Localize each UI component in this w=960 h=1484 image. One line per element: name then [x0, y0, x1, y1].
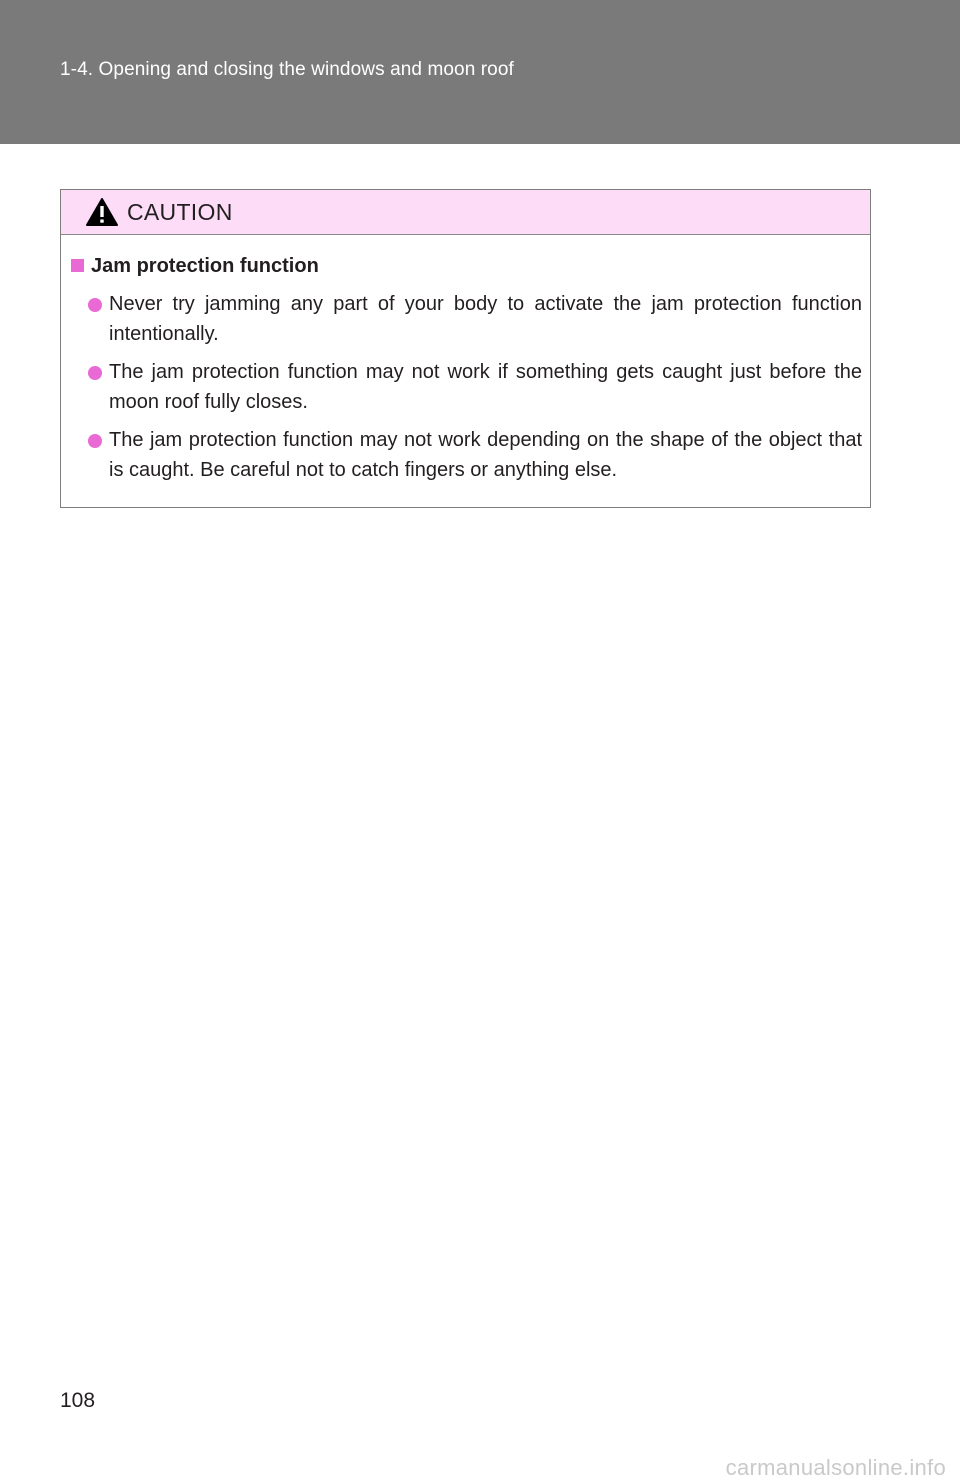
square-bullet-icon — [71, 259, 84, 272]
list-item-text: The jam protection function may not work depending on the shape of the object that is caught. Be careful not to catch fingers or anything else. — [109, 429, 862, 481]
list-item — [61, 357, 862, 417]
list-item-text: The jam protection function may not work if something gets caught just before the moon roof fully closes. — [109, 361, 862, 413]
bullet-dot-icon — [88, 298, 102, 312]
warning-triangle-icon — [85, 197, 119, 227]
caution-box — [60, 189, 871, 508]
bullet-dot-icon — [88, 366, 102, 380]
list-item — [61, 425, 862, 485]
caution-label: CAUTION — [127, 199, 233, 225]
list-item-text: Never try jamming any part of your body to activate the jam protection function intentionally. — [109, 293, 862, 345]
header-band — [0, 0, 960, 144]
list-item — [61, 289, 862, 349]
caution-bullet-list — [61, 289, 862, 493]
page-number: 108 — [60, 1389, 96, 1412]
caution-section-heading-text: Jam protection function — [91, 255, 319, 277]
section-title: 1-4. Opening and closing the windows and moon roof — [60, 59, 514, 80]
watermark: carmanualsonline.info — [725, 1455, 946, 1480]
caution-header — [61, 190, 870, 235]
caution-section-heading — [71, 255, 319, 278]
bullet-dot-icon — [88, 434, 102, 448]
